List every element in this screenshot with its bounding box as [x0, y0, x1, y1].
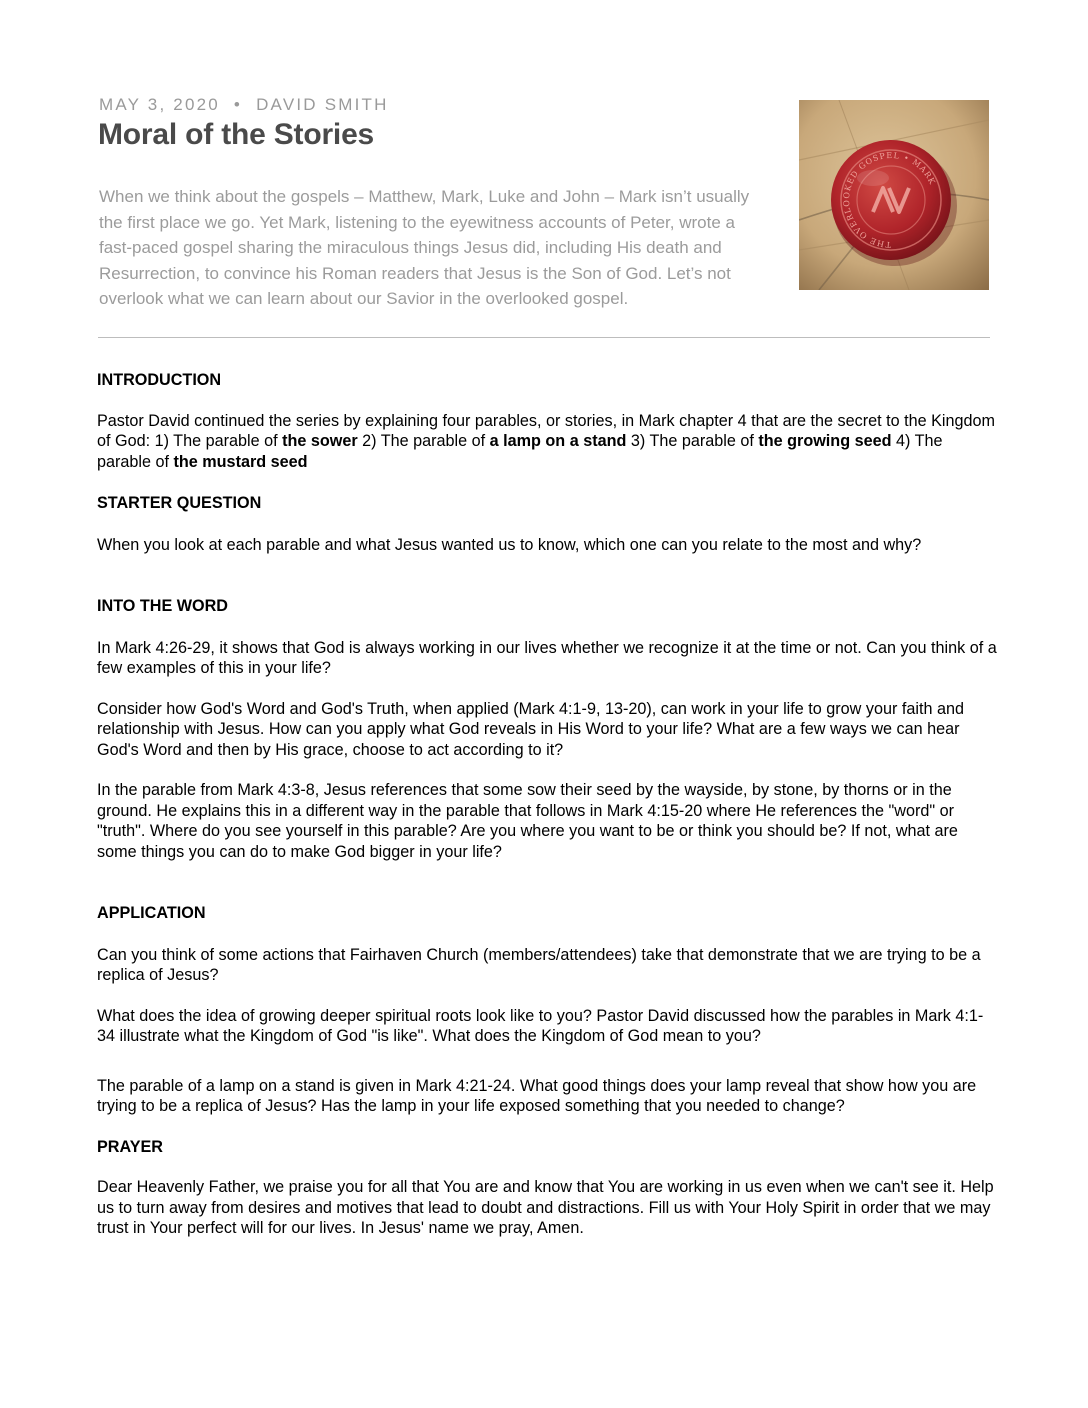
meta-separator: •: [233, 95, 243, 114]
introduction-heading: INTRODUCTION: [97, 371, 222, 389]
into-the-word-paragraph-3: In the parable from Mark 4:3-8, Jesus references that some sow their seed by the wayside, by stone, by thorns or in the ground. He explains this in a different way in the parable that follows in Mark 4:15-20 where He references the "word" or "truth". Where do you see yourself in this parable? Are you where you want to be or think you should be? If not, what are some things you can do to make God bigger in your life?: [97, 781, 958, 861]
parable-mustard-seed: the mustard seed: [173, 452, 308, 471]
prayer-text: Dear Heavenly Father, we praise you for all that You are and know that You are working in us even when we can't see it. Help us to turn away from desires and motives that lead to doubt and distractions. Fill us with Your Holy Spirit in order that we may trust in Your perfect will for our lives. In Jesus' name we pray, Amen.: [97, 1178, 994, 1237]
page-title: Moral of the Stories: [98, 118, 375, 151]
header-divider: [98, 337, 990, 338]
application-heading: APPLICATION: [97, 904, 206, 922]
study-guide-content: [97, 370, 997, 1239]
post-author: DAVID SMITH: [256, 95, 389, 114]
application-paragraph-3: The parable of a lamp on a stand is given in Mark 4:21-24. What good things does your lamp reveal that show how you are trying to be a replica of Jesus? Has the lamp in your life exposed something that you needed to change?: [97, 1076, 977, 1115]
starter-question-text: When you look at each parable and what Jesus wanted us to know, which one can you relate to the most and why?: [97, 535, 922, 554]
into-the-word-heading: INTO THE WORD: [97, 597, 228, 615]
prayer-heading: PRAYER: [97, 1137, 163, 1156]
parable-sower: the sower: [282, 432, 358, 450]
summary-text: When we think about the gospels – Matthew, Mark, Luke and John – Mark isn’t usually the first place we go. Yet Mark, listening to the eyewitness accounts of Peter, wrote a fast-paced gospel sharing the miraculous things Jesus did, including His death and Resurrection, to convince his Roman readers that Jesus is the Son of God. Let’s not overlook what we can learn about our Savior in the overlooked gospel.: [99, 187, 750, 308]
post-meta: [99, 95, 389, 115]
parable-growing-seed: the growing seed: [758, 432, 892, 450]
introduction-text: Pastor David continued the series by explaining four parables, or stories, in Mark chapter 4 that are the secret to the Kingdom of God: 1) The parable of the sower 2) The parable of a lamp on a stand 3) The parable of the growing seed 4) The parable of the mustard seed: [97, 411, 995, 471]
starter-question-heading: STARTER QUESTION: [97, 494, 262, 512]
into-the-word-paragraph-1: In Mark 4:26-29, it shows that God is always working in our lives whether we recognize it at the time or not. Can you think of a few examples of this in your life?: [97, 638, 997, 677]
post-date: MAY 3, 2020: [99, 95, 220, 114]
into-the-word-paragraph-2: Consider how God's Word and God's Truth, when applied (Mark 4:1-9, 13-20), can work in your life to grow your faith and relationship with Jesus. How can you apply what God reveals in His Word to your life? What are a few ways we can hear God's Word and then by His grace, choose to act according to it?: [97, 699, 964, 759]
parable-lamp: a lamp on a stand: [489, 432, 627, 450]
wax-seal-image: [799, 100, 989, 290]
application-paragraph-2: What does the idea of growing deeper spiritual roots look like to you? Pastor David discussed how the parables in Mark 4:1-34 illustrate what the Kingdom of God "is like". What does the Kingdom of God mean to you?: [97, 1006, 984, 1045]
hero-image: [799, 100, 989, 290]
seal-text: THE OVERLOOKED GOSPEL • MARK: [841, 150, 938, 250]
application-paragraph-1: Can you think of some actions that Fairhaven Church (members/attendees) take that demonstrate that we are trying to be a replica of Jesus?: [97, 945, 981, 984]
